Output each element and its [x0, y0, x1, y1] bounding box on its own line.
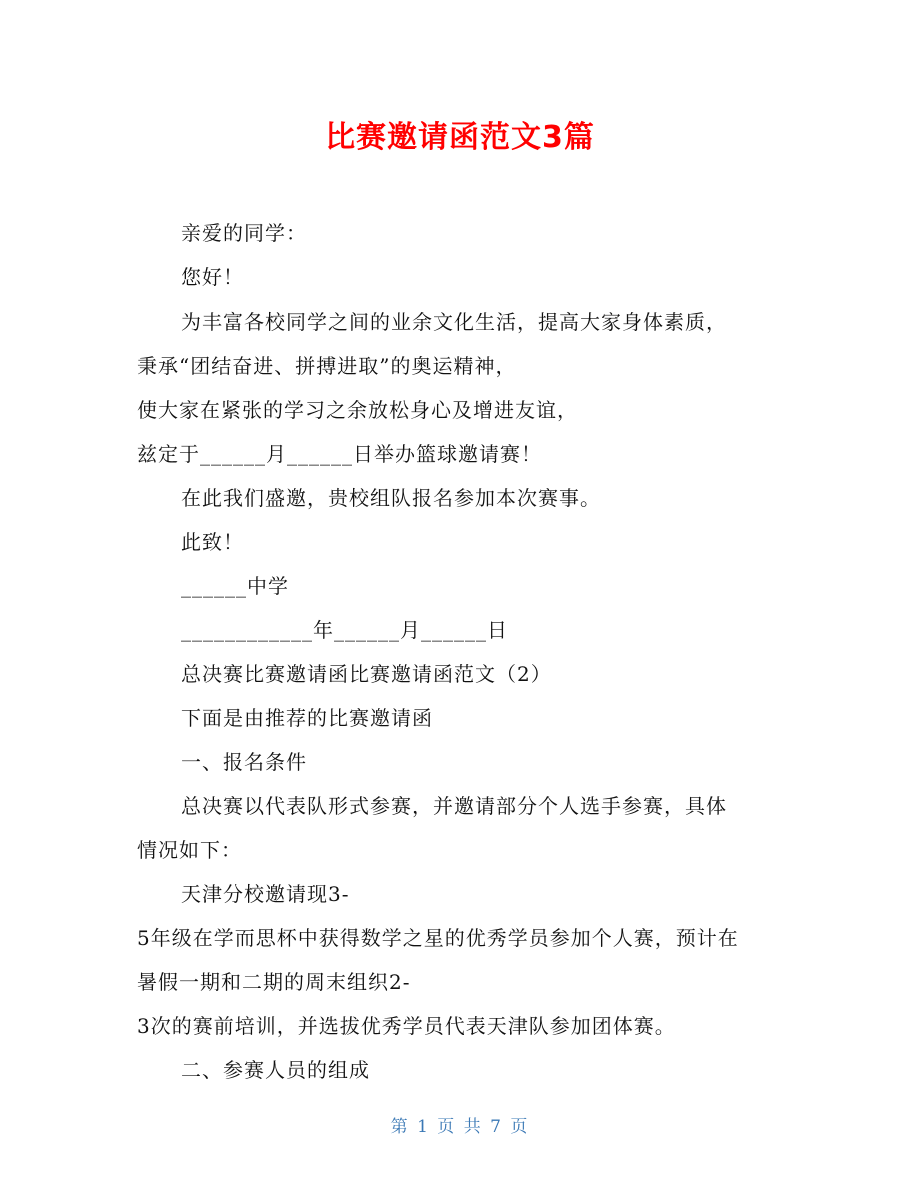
text-line: ____________年______月______日 — [181, 618, 508, 642]
text-line: 一、报名条件 — [181, 750, 307, 774]
text-line: 5年级在学而思杯中获得数学之星的优秀学员参加个人赛，预计在 — [137, 926, 739, 950]
text-line: 暑假一期和二期的周末组织2- — [137, 970, 411, 994]
text-line: 使大家在紧张的学习之余放松身心及增进友谊， — [137, 398, 578, 422]
text-line: 兹定于______月______日举办篮球邀请赛！ — [137, 442, 542, 466]
text-line: 此致！ — [181, 530, 244, 554]
text-line: 总决赛比赛邀请函比赛邀请函范文（2） — [181, 662, 552, 686]
text-line: 3次的赛前培训，并选拔优秀学员代表天津队参加团体赛。 — [137, 1014, 676, 1038]
text-line: ______中学 — [181, 574, 289, 598]
page-number-footer: 第 1 页 共 7 页 — [390, 1117, 530, 1137]
text-line: 下面是由推荐的比赛邀请函 — [181, 706, 433, 730]
text-line: 秉承“团结奋进、拼搏进取”的奥运精神， — [137, 354, 517, 378]
text-line: 总决赛以代表队形式参赛，并邀请部分个人选手参赛，具体 — [181, 794, 727, 818]
text-line: 二、参赛人员的组成 — [181, 1058, 370, 1082]
text-line: 为丰富各校同学之间的业余文化生活，提高大家身体素质， — [181, 310, 727, 334]
text-line: 在此我们盛邀，贵校组队报名参加本次赛事。 — [181, 486, 601, 510]
text-line: 天津分校邀请现3- — [181, 882, 350, 906]
text-line: 您好！ — [181, 265, 244, 289]
document-title: 比赛邀请函范文3篇 — [325, 120, 595, 155]
text-line: 情况如下： — [137, 838, 242, 862]
text-line: 亲爱的同学： — [181, 221, 307, 245]
